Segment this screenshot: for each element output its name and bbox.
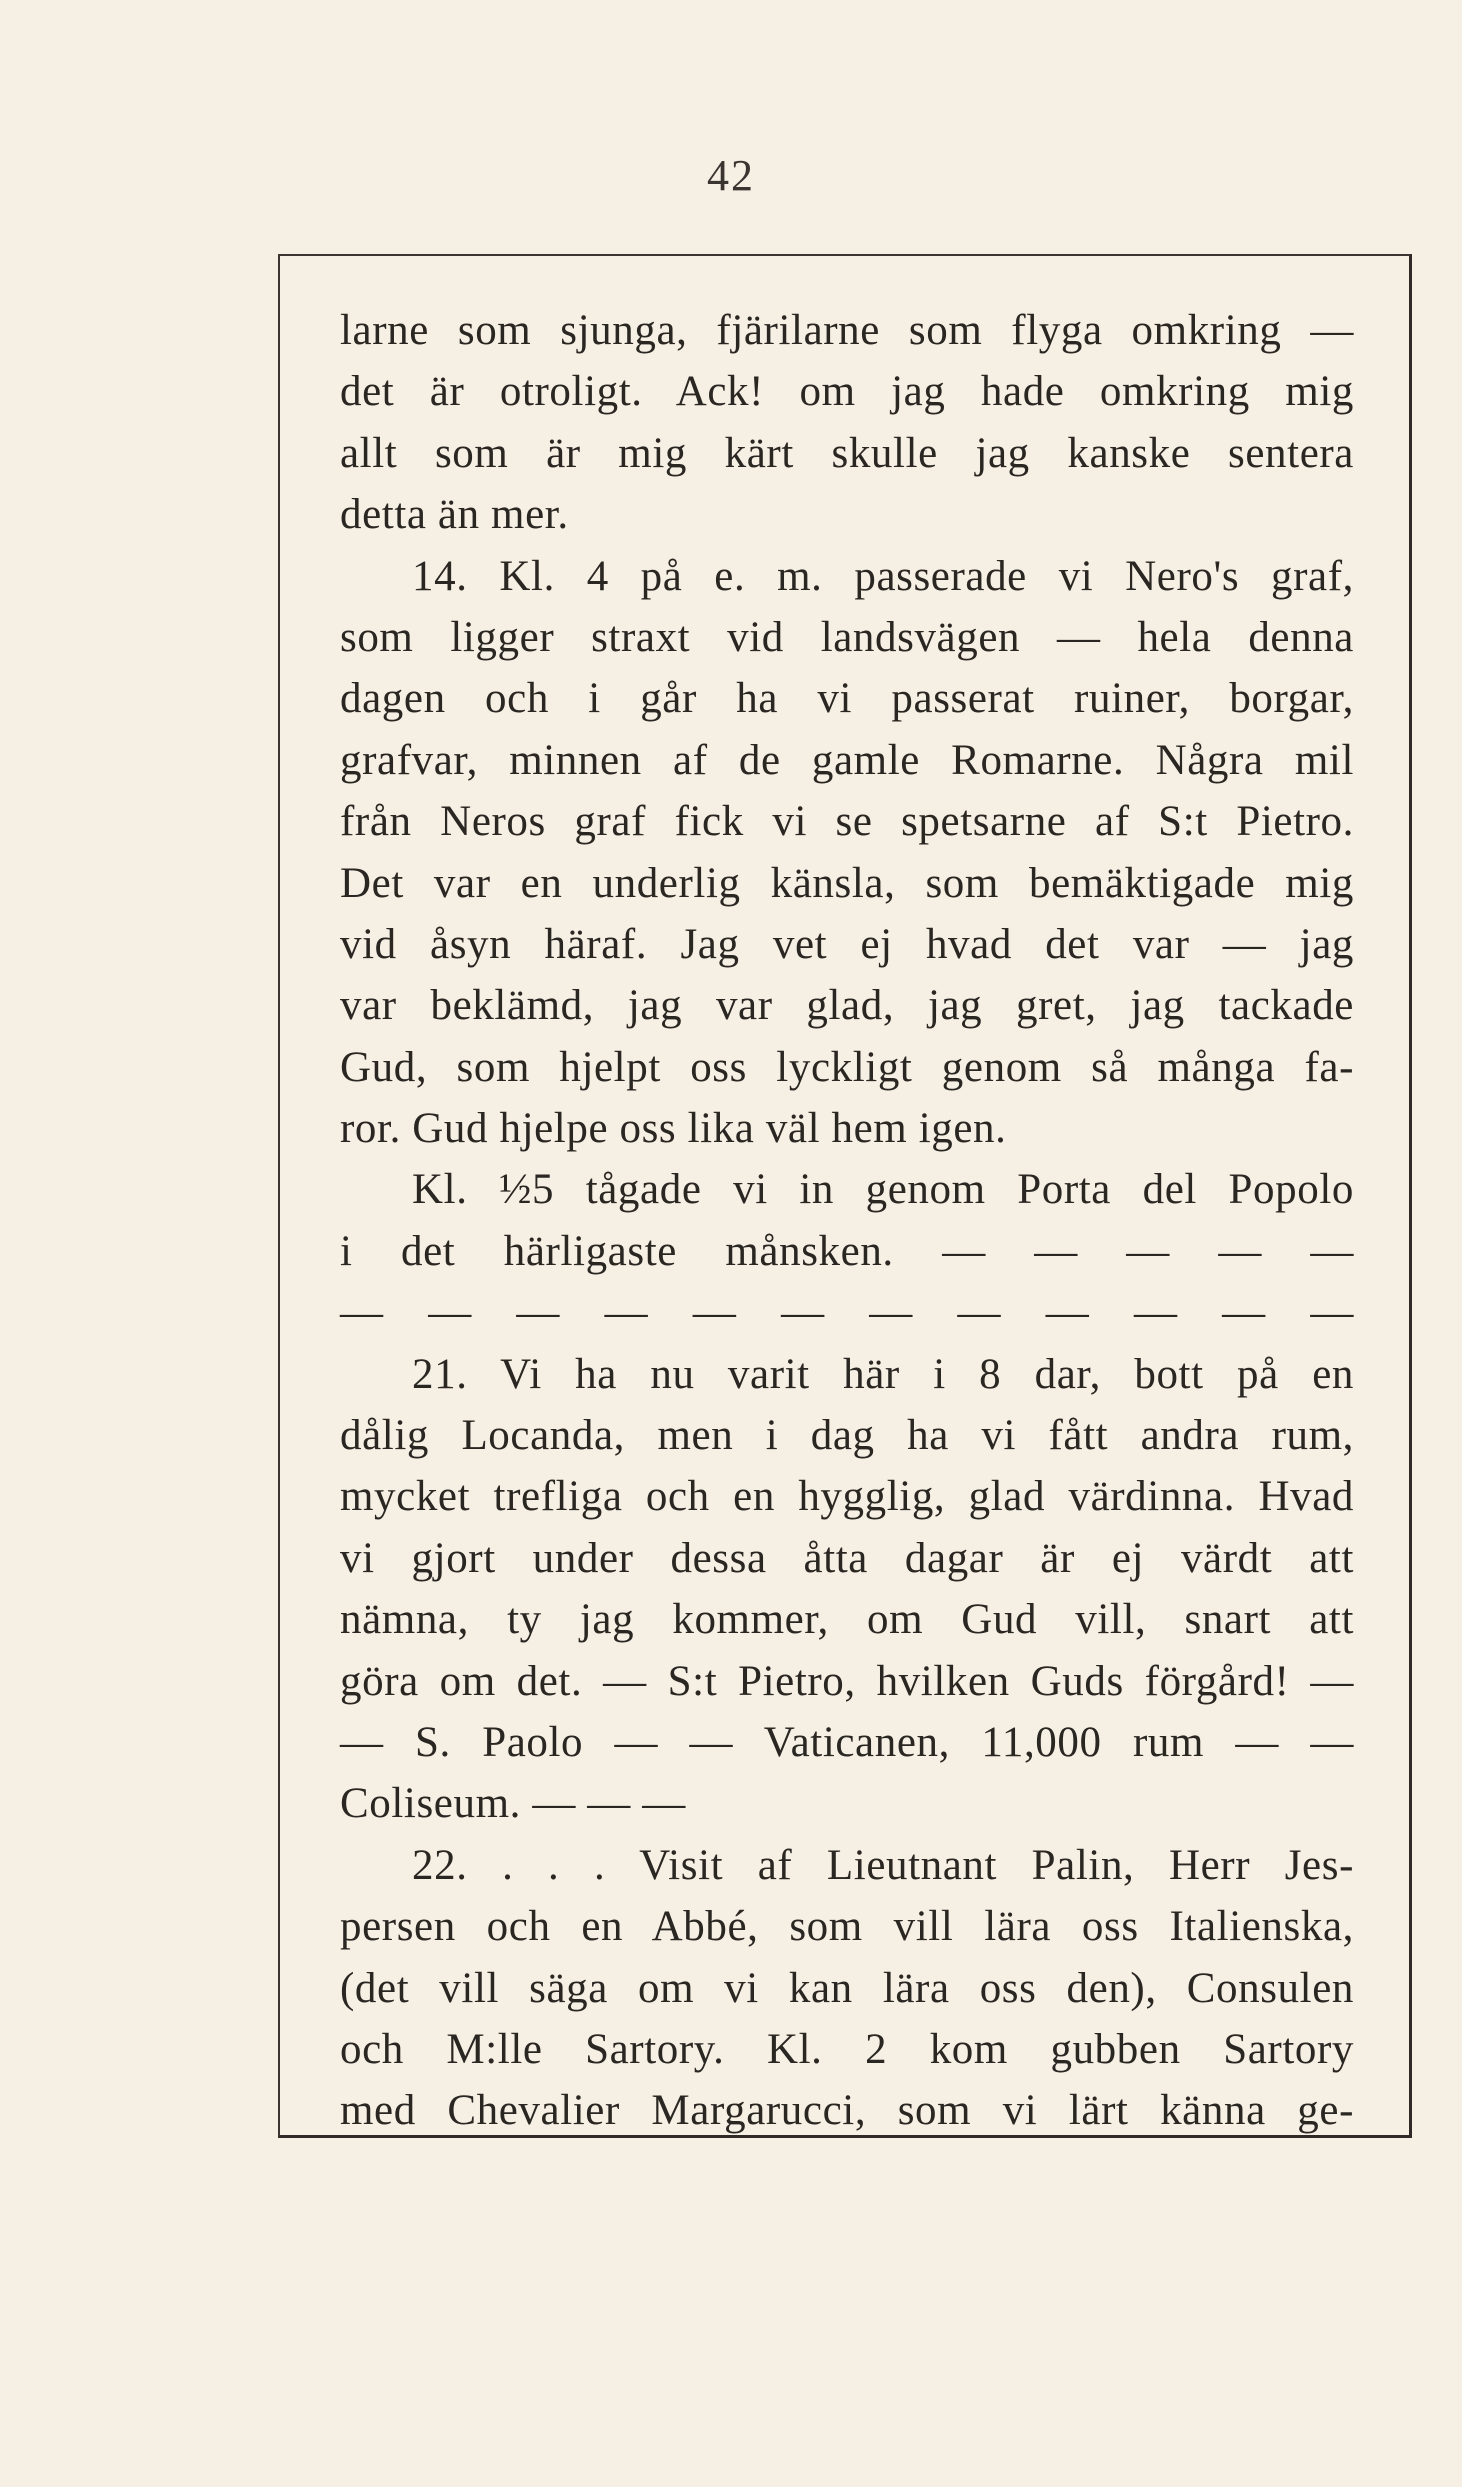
text-line: Det var en underlig känsla, som bemäktigade mig	[340, 859, 1354, 907]
page-text	[340, 300, 1354, 2142]
text-line: (det vill säga om vi kan lära oss den), Consulen	[340, 1964, 1354, 2012]
text-line: Kl. ½5 tågade vi in genom Porta del Popolo	[412, 1166, 1354, 1214]
text-line: vi gjort under dessa åtta dagar är ej värdt att	[340, 1534, 1354, 1582]
text-line: det är otroligt. Ack! om jag hade omkring mig	[340, 368, 1354, 416]
text-line: och M:lle Sartory. Kl. 2 kom gubben Sartory	[340, 2025, 1354, 2073]
text-line: från Neros graf fick vi se spetsarne af S:t Pietro.	[340, 798, 1354, 846]
text-line: i det härligaste månsken. — — — — —	[340, 1227, 1354, 1275]
text-line: dålig Locanda, men i dag ha vi fått andra rum,	[340, 1412, 1354, 1460]
text-line: nämna, ty jag kommer, om Gud vill, snart att	[340, 1596, 1354, 1644]
text-line: Coliseum. — — —	[340, 1780, 686, 1828]
text-line: grafvar, minnen af de gamle Romarne. Några mil	[340, 736, 1354, 784]
text-line: ror. Gud hjelpe oss lika väl hem igen.	[340, 1105, 1007, 1153]
text-line: som ligger straxt vid landsvägen — hela denna	[340, 613, 1354, 661]
text-line: var beklämd, jag var glad, jag gret, jag tackade	[340, 982, 1354, 1030]
text-line: göra om det. — S:t Pietro, hvilken Guds förgård! —	[340, 1657, 1354, 1705]
text-line: larne som sjunga, fjärilarne som flyga omkring —	[340, 307, 1354, 354]
text-line: — — — — — — — — — — — —	[340, 1289, 1354, 1337]
text-line: dagen och i går ha vi passerat ruiner, borgar,	[340, 675, 1354, 723]
text-line: vid åsyn häraf. Jag vet ej hvad det var — jag	[340, 920, 1354, 968]
text-line: 21. Vi ha nu varit här i 8 dar, bott på en	[412, 1350, 1354, 1398]
text-line: — S. Paolo — — Vaticanen, 11,000 rum — —	[340, 1718, 1354, 1766]
text-line: med Chevalier Margarucci, som vi lärt känna ge-	[340, 2087, 1354, 2135]
text-line: Gud, som hjelpt oss lyckligt genom så många fa-	[340, 1043, 1354, 1091]
text-line: detta än mer.	[340, 491, 569, 539]
page-number: 42	[707, 151, 755, 200]
text-line: mycket trefliga och en hygglig, glad värdinna. Hvad	[340, 1473, 1354, 1521]
text-line: 22. . . . Visit af Lieutnant Palin, Herr Jes-	[412, 1841, 1354, 1889]
text-line: allt som är mig kärt skulle jag kanske sentera	[340, 429, 1354, 477]
text-line: 14. Kl. 4 på e. m. passerade vi Nero's graf,	[412, 552, 1354, 600]
text-line: persen och en Abbé, som vill lära oss Italienska,	[340, 1903, 1354, 1951]
